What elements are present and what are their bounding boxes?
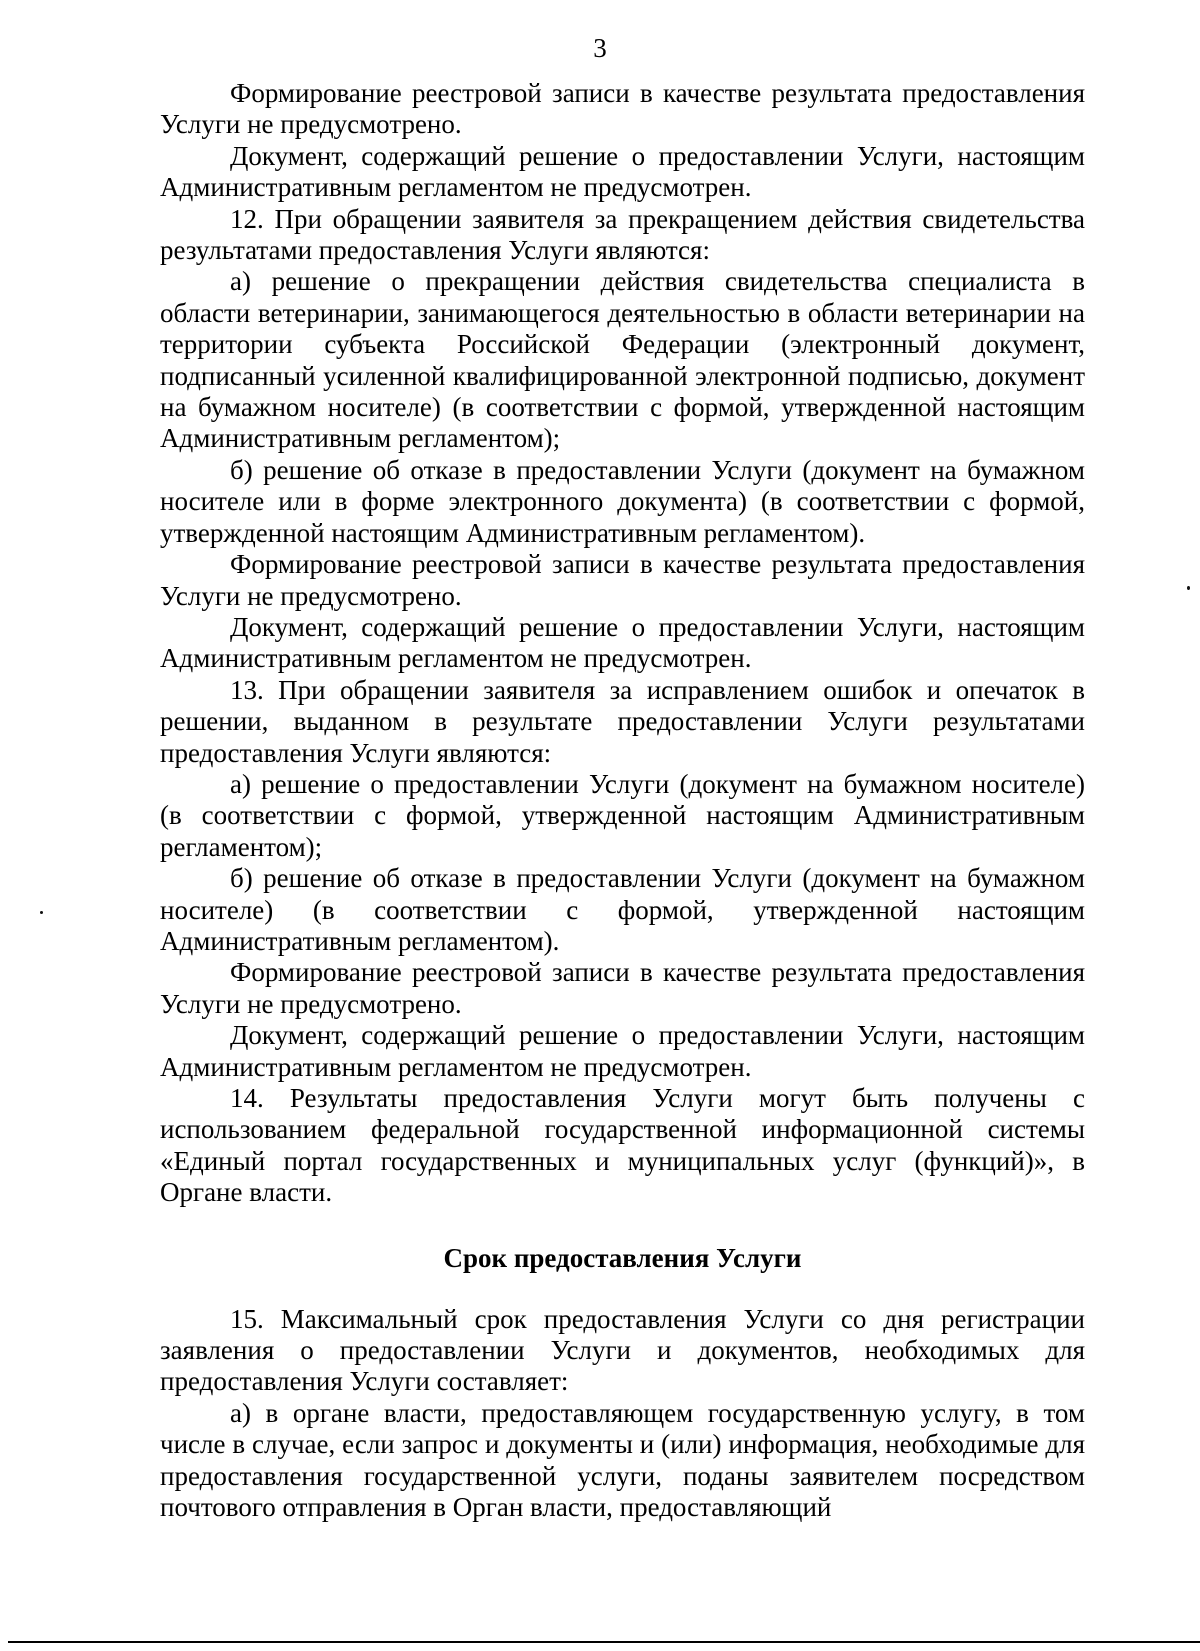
paragraph: а) решение о предоставлении Услуги (документ на бумажном носителе) (в соответствии с формой, утвержденной настоящим Административным регламентом); <box>160 768 1085 862</box>
paragraph: 13. При обращении заявителя за исправлением ошибок и опечаток в решении, выданном в результате предоставлении Услуги результатами предоставления Услуги являются: <box>160 674 1085 768</box>
paragraph: Формирование реестровой записи в качестве результата предоставления Услуги не предусмотрено. <box>160 549 1085 611</box>
paragraph: Формирование реестровой записи в качестве результата предоставления Услуги не предусмотрено. <box>160 957 1085 1019</box>
section-heading: Срок предоставления Услуги <box>443 1242 802 1273</box>
scan-speck <box>1187 586 1190 590</box>
paragraph: а) в органе власти, предоставляющем государственную услугу, в том числе в случае, если запрос и документы и (или) информация, необходимые для предоставления государственной услуги, поданы заявителем посредством почтового отправления в Орган власти, предоставляющий <box>160 1397 1085 1523</box>
page-number: 3 <box>593 33 607 63</box>
paragraph: 12. При обращении заявителя за прекращением действия свидетельства результатами предоставления Услуги являются: <box>160 203 1085 266</box>
scan-speck <box>40 911 43 914</box>
document-body <box>160 78 1085 1523</box>
paragraph: 15. Максимальный срок предоставления Услуги со дня регистрации заявления о предоставлении Услуги и документов, необходимых для предоставления Услуги составляет: <box>160 1303 1085 1397</box>
paragraph: б) решение об отказе в предоставлении Услуги (документ на бумажном носителе или в форме электронного документа) (в соответствии с формой, утвержденной настоящим Административным регламентом). <box>160 454 1085 548</box>
paragraph: Документ, содержащий решение о предоставлении Услуги, настоящим Административным регламентом не предусмотрен. <box>160 140 1085 203</box>
paragraph: б) решение об отказе в предоставлении Услуги (документ на бумажном носителе) (в соответствии с формой, утвержденной настоящим Административным регламентом). <box>160 863 1085 956</box>
paragraph: Документ, содержащий решение о предоставлении Услуги, настоящим Административным регламентом не предусмотрен. <box>160 1020 1085 1082</box>
paragraph: Формирование реестровой записи в качестве результата предоставления Услуги не предусмотрено. <box>160 78 1085 140</box>
paragraph: Документ, содержащий решение о предоставлении Услуги, настоящим Административным регламентом не предусмотрен. <box>160 611 1085 674</box>
bottom-rule <box>8 1641 1200 1643</box>
paragraph: 14. Результаты предоставления Услуги могут быть получены с использованием федеральной государственной информационной системы «Единый портал государственных и муниципальных услуг (функций)», в Органе власти. <box>160 1083 1085 1208</box>
paragraph: а) решение о прекращении действия свидетельства специалиста в области ветеринарии, занимающегося деятельностью в области ветеринарии на территории субъекта Российской Федерации (электронный документ, подписанный усиленной квалифицированной электронной подписью, документ на бумажном носителе) (в соответствии с формой, утвержденной настоящим Административным регламентом); <box>160 266 1085 454</box>
